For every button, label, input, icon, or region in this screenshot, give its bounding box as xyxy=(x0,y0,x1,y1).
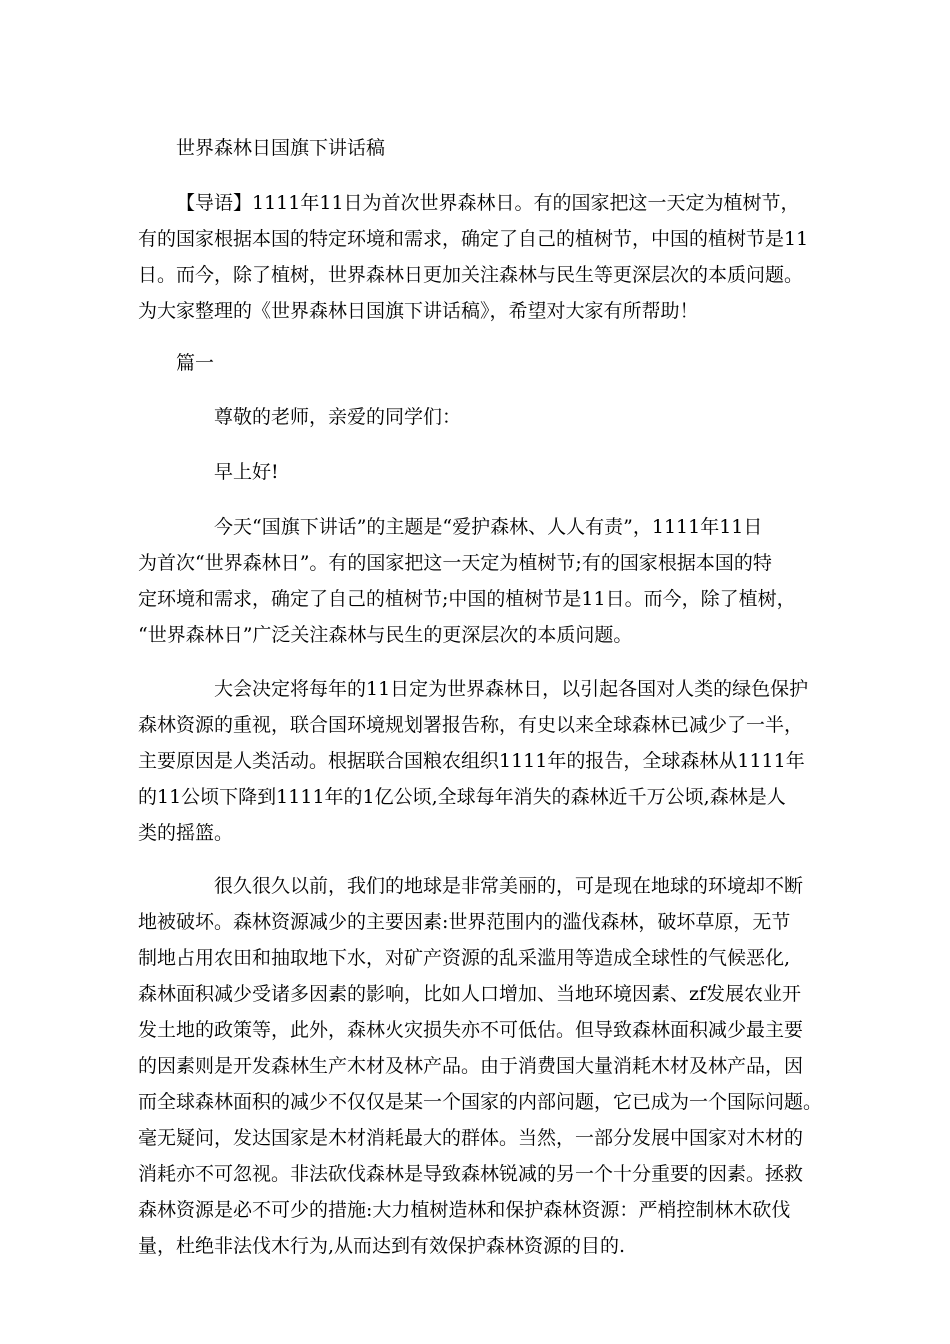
intro-line: 有的国家根据本国的特定环境和需求，确定了自己的植树节，中国的植树节是11 xyxy=(138,228,809,250)
paragraph-line: 森林面积减少受诸多因素的影响，比如人口增加、当地环境因素、zf发展农业开 xyxy=(138,983,802,1005)
paragraph-line: 制地占用农田和抽取地下水，对矿产资源的乱采滥用等造成全球性的气候恶化, xyxy=(138,947,791,969)
paragraph-line: 的因素则是开发森林生产木材及林产品。由于消费国大量消耗木材及林产品，因 xyxy=(138,1055,804,1077)
section-label: 篇一 xyxy=(176,352,215,374)
paragraph-line: 森林资源是必不可少的措施:大力植树造林和保护森林资源：严梢控制林木砍伐 xyxy=(138,1199,791,1221)
paragraph-line: 而全球森林面积的减少不仅仅是某一个国家的内部问题，它已成为一个国际问题。 xyxy=(138,1091,823,1113)
intro-line: 【导语】1111年11日为首次世界森林日。有的国家把这一天定为植树节， xyxy=(176,192,800,214)
paragraph-line: “世界森林日”广泛关注森林与民生的更深层次的本质问题。 xyxy=(138,624,633,646)
paragraph-line: 今天“国旗下讲话”的主题是“爱护森林、人人有责”，1111年11日 xyxy=(214,516,763,538)
greeting: 早上好! xyxy=(214,461,279,483)
paragraph-line: 定环境和需求，确定了自己的植树节;中国的植树节是11日。而今，除了植树， xyxy=(138,588,796,610)
document-title: 世界森林日国旗下讲话稿 xyxy=(176,137,386,159)
paragraph-line: 为首次“世界森林日”。有的国家把这一天定为植树节;有的国家根据本国的特 xyxy=(138,552,772,574)
paragraph-line: 很久很久以前，我们的地球是非常美丽的，可是现在地球的环境却不断 xyxy=(214,875,804,897)
paragraph-line: 森林资源的重视，联合国环境规划署报告称，有史以来全球森林已减少了一半， xyxy=(138,714,804,736)
intro-line: 为大家整理的《世界森林日国旗下讲话稿》，希望对大家有所帮助！ xyxy=(138,300,699,322)
salutation: 尊敬的老师，亲爱的同学们： xyxy=(214,406,462,428)
paragraph-line: 类的摇篮。 xyxy=(138,822,234,844)
paragraph-line: 大会决定将每年的11日定为世界森林日，以引起各国对人类的绿色保护 xyxy=(214,678,809,700)
paragraph-line: 主要原因是人类活动。根据联合国粮农组织1111年的报告，全球森林从1111年 xyxy=(138,750,805,772)
paragraph-line: 的11公顷下降到1111年的1亿公顷,全球每年消失的森林近千万公顷,森林是人 xyxy=(138,786,786,808)
paragraph-line: 地被破坏。森林资源减少的主要因素:世界范围内的滥伐森林，破坏草原，无节 xyxy=(138,911,791,933)
paragraph-line: 消耗亦不可忽视。非法砍伐森林是导致森林锐减的另一个十分重要的因素。拯救 xyxy=(138,1163,804,1185)
paragraph-line: 发土地的政策等，此外，森林火灾损失亦不可低估。但导致森林面积减少最主要 xyxy=(138,1019,804,1041)
paragraph-line: 毫无疑问，发达国家是木材消耗最大的群体。当然，一部分发展中国家对木材的 xyxy=(138,1127,804,1149)
intro-line: 日。而今，除了植树，世界森林日更加关注森林与民生等更深层次的本质问题。 xyxy=(138,264,804,286)
paragraph-line: 量，杜绝非法伐木行为,从而达到有效保护森林资源的目的. xyxy=(138,1235,626,1257)
